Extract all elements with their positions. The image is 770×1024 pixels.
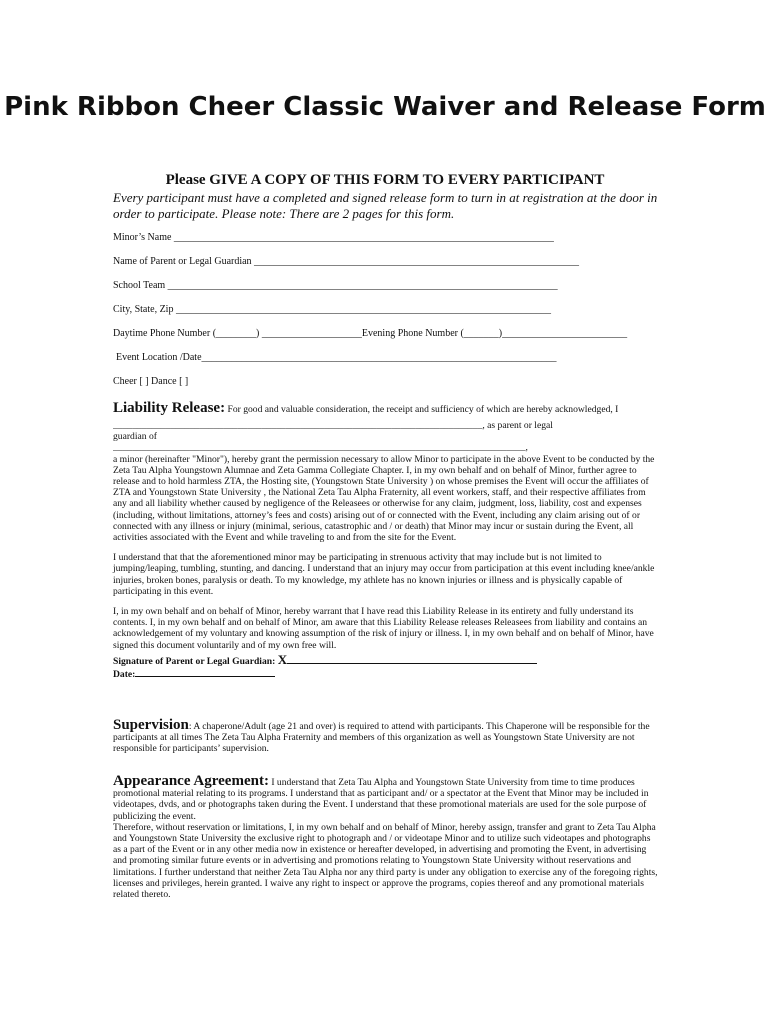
appearance-text-1: I understand that Zeta Tau Alpha and Youngstown State University from time to time produces promotional material relating to its programs. I understand that as participant and/ or a spectator at the Event that Minor may be included in videotapes, dvds, and or photographs taken during the Event. I understand that these promotional materials are used for the sole purpose of publicizing the event. bbox=[113, 777, 649, 822]
liability-paragraph-2: I understand that that the aforementioned minor may be participating in strenuous activity that may include but is not limited to jumping/leaping, tumbling, stunting, and dancing. I understand that an injury may occur from participation at this event including knee/ankle injuries, broken bones, paralysis or death. To my knowledge, my athlete has no known injuries or illness and is physically capable of participating in this event. bbox=[113, 552, 655, 597]
liability-section bbox=[113, 398, 658, 680]
date-line[interactable] bbox=[135, 667, 275, 677]
school-team-field[interactable]: School Team ______________________________________________________________________________ bbox=[113, 280, 558, 291]
appearance-text-2: Therefore, without reservation or limitations, I, in my own behalf and on behalf of Minor, hereby assign, transfer and grant to Zeta Tau Alpha and Youngstown State University the exclusive right to photograph and / or videotape Minor and to utilize such videotapes and photographs as a part of the Event or in any other media now in existence or hereafter developed, in advertising and promoting the Event, in advertising and promoting similar future events or in advertising and promotions relating to Youngstown State University without reservations and limitations. I further understand that neither Zeta Tau Alpha nor any third party is under any obligation to exercise any of the foregoing rights, licenses and privileges, herein granted. I waive any right to inspect or approve the programs, copies thereof and any promotional materials related thereto. bbox=[113, 821, 658, 901]
liability-paragraph-3: I, in my own behalf and on behalf of Minor, hereby warrant that I have read this Liability Release in its entirety and fully understand its contents. I, in my own behalf and on behalf of Minor, am aware that this Liability Release releases Releasees from liability and contains an acknowledgement of my voluntary and knowing assumption of the risk of injury or illness. I, in my own behalf and on behalf of Minor, have signed this document voluntarily and of my own free will. bbox=[113, 606, 654, 651]
liability-lead: For good and valuable consideration, the receipt and sufficiency of which are hereby acknowledged, I bbox=[227, 404, 619, 415]
parent-name-field[interactable]: Name of Parent or Legal Guardian _________________________________________________________________ bbox=[113, 256, 580, 267]
signature-x-mark: X bbox=[277, 651, 288, 667]
appearance-section bbox=[113, 773, 658, 901]
participant-fields bbox=[113, 232, 673, 400]
liability-paragraph-1: a minor (hereinafter "Minor"), hereby grant the permission necessary to allow Minor to participate in the above Event to be conducted by the Zeta Tau Alpha Youngstown Alumnae and Zeta Gamma Collegiate Chapter. I, in my own behalf and on behalf of Minor, further agree to release and to hold harmless ZTA, the Hosting site, (Youngstown State University ) on whose premises the Event will occur the affiliates of ZTA and Youngstown State University , the National Zeta Tau Alpha Fraternity, all event workers, staff, and their respective affiliates from any and all liability whether caused by negligence of the Releasees or otherwise for any claim, judgment, loss, liability, cost and expenses (including, without limitations, attorney’s fees and costs) arising out of or connected with the Event, including any claim arising out of or connected with any illness or injury (minimal, serious, catastrophic and / or death) that Minor may incur or sustain during the Event, all activities associated with the Event and while traveling to and from the site for the Event. bbox=[113, 453, 655, 544]
liability-heading: Liability Release: bbox=[113, 400, 226, 416]
minor-name-blank[interactable]: ______________________________________________________________________________________, bbox=[113, 442, 528, 454]
copy-instruction: Please GIVE A COPY OF THIS FORM TO EVERY PARTICIPANT bbox=[165, 172, 605, 188]
date-row bbox=[113, 667, 658, 680]
event-location-field[interactable]: Event Location /Date_______________________________________________________________________ bbox=[116, 352, 557, 363]
signature-line[interactable] bbox=[287, 653, 537, 664]
city-state-zip-field[interactable]: City, State, Zip ___________________________________________________________________________ bbox=[113, 304, 551, 315]
minor-name-field[interactable]: Minor’s Name ____________________________________________________________________________ bbox=[113, 232, 554, 243]
phone-numbers-field[interactable]: Daytime Phone Number (________) ____________________Evening Phone Number (_______)_________________________ bbox=[113, 328, 628, 339]
supervision-section bbox=[113, 717, 658, 755]
signature-label: Signature of Parent or Legal Guardian: bbox=[113, 655, 276, 667]
cheer-dance-checkboxes[interactable]: Cheer [ ] Dance [ ] bbox=[113, 376, 189, 387]
supervision-heading: Supervision bbox=[113, 717, 189, 733]
date-label: Date: bbox=[113, 669, 136, 681]
guardian-of-label: guardian of bbox=[113, 431, 157, 443]
supervision-text: : A chaperone/Adult (age 21 and over) is required to attend with participants. This Chaperone will be responsible for the participants at all times The Zeta Tau Alpha Fraternity and members of this organization as well as Youngstown State University are not responsible for participants’ supervision. bbox=[113, 721, 650, 755]
appearance-heading: Appearance Agreement: bbox=[113, 773, 269, 789]
parent-name-blank[interactable]: _____________________________________________________________________________, as parent or legal bbox=[113, 420, 553, 431]
page-title: Pink Ribbon Cheer Classic Waiver and Release Form bbox=[4, 92, 766, 122]
signature-row bbox=[113, 653, 658, 667]
intro-note: Every participant must have a completed and signed release form to turn in at registration at the door in order to participate. Please note: There are 2 pages for this form. bbox=[113, 190, 658, 221]
